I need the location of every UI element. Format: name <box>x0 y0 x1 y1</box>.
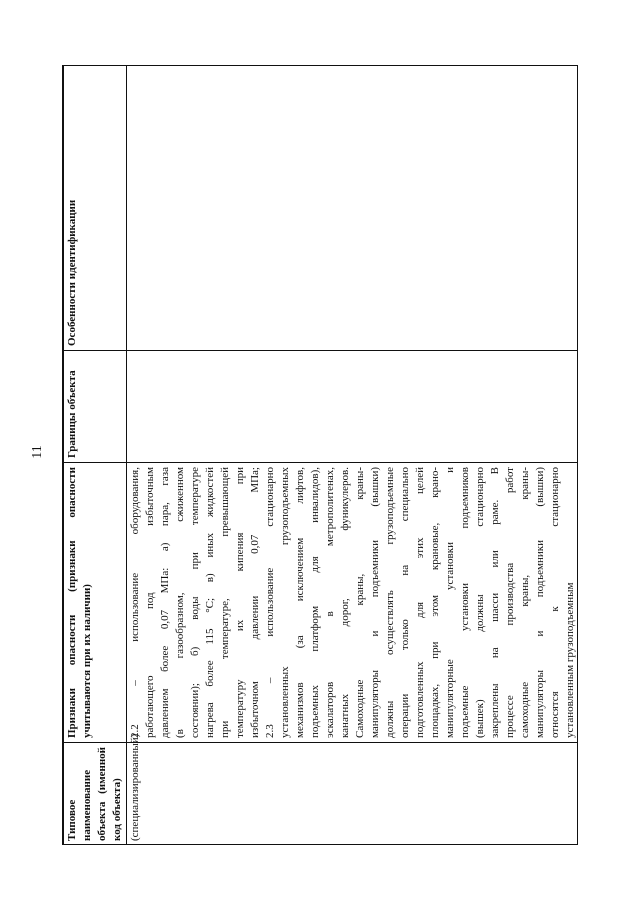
hazard-text-line: подъемных платформ для инвалидов), <box>309 467 321 738</box>
hazard-text-line: при температуре, превышающей <box>219 467 231 738</box>
header-boundaries <box>64 351 127 463</box>
hazard-text-line: (в газообразном, сжиженном <box>174 467 186 738</box>
hazard-text-line: закреплены на шасси или раме. В <box>489 467 501 738</box>
hazard-text-line: относятся к стационарно <box>549 467 561 738</box>
hazard-text-line: 2.3 – использование стационарно <box>264 467 276 738</box>
hazard-text-line: нагрева более 115 °С; в) иных жидкостей <box>204 467 216 738</box>
hazard-text-line: манипуляторные установки и <box>444 467 456 738</box>
header-object-type <box>64 743 127 846</box>
header-boundaries-text: Границы объекта <box>66 370 78 458</box>
cell-object-type <box>127 733 579 846</box>
page-number: 11 <box>30 445 45 459</box>
header-hazard-signs <box>64 463 127 743</box>
hazard-text-line: 2.2 – использование оборудования, <box>129 467 141 738</box>
hazard-text-line: должны осуществлять грузоподъемные <box>384 467 396 738</box>
hazard-text-line: установленным грузоподъемным <box>564 582 576 738</box>
hazard-text-line: эскалаторов в метрополитенах, <box>324 467 336 738</box>
header-identification-text: Особенности идентификации <box>66 199 78 346</box>
hazard-text-line: работающего под избыточным <box>144 467 156 738</box>
hazard-text-line: самоходные краны, краны- <box>519 467 531 738</box>
hazard-text-line: подготовленных для этих целей <box>414 467 426 738</box>
document-table <box>62 65 578 845</box>
hazard-text-line: площадках, при этом крановые, крано- <box>429 467 441 738</box>
table-row <box>127 66 579 846</box>
hazard-text-line: установленных грузоподъемных <box>279 467 291 738</box>
header-hazard-signs-text: Признаки опасности (признаки опасности учитываются при их наличии) <box>66 467 93 738</box>
identification-table <box>63 65 578 845</box>
cell-hazard-signs <box>127 463 579 743</box>
hazard-text-line: операции только на специально <box>399 467 411 738</box>
hazard-text-line: манипуляторы и подъемники (вышки) <box>369 467 381 738</box>
hazard-text-line: давлением более 0,07 МПа: а) пара, газа <box>159 467 171 738</box>
hazard-text-line: состоянии); б) воды при температуре <box>189 467 201 738</box>
table-header-row <box>64 66 127 846</box>
hazard-text-line: процессе производства работ <box>504 467 516 738</box>
header-identification <box>64 66 127 351</box>
cell-boundaries <box>127 351 579 463</box>
hazard-text-line: (вышек) должны стационарно <box>474 467 486 738</box>
hazard-text-line: подъемные установки подъемников <box>459 467 471 738</box>
hazard-text-line: канатных дорог, фуникулеров. <box>339 467 351 738</box>
hazard-text-line: температуру их кипения при <box>234 467 246 738</box>
hazard-text-line: механизмов (за исключением лифтов, <box>294 467 306 738</box>
hazard-text-line: избыточном давлении 0,07 МПа; <box>249 467 261 738</box>
cell-identification <box>127 66 579 351</box>
header-object-type-text: Типовое наименование объекта (именной код объекта) <box>66 747 123 841</box>
object-type-text: (специализированный) <box>129 733 141 841</box>
rotated-table-content <box>63 66 578 845</box>
hazard-text-line: Самоходные краны, краны- <box>354 467 366 738</box>
hazard-text-line: манипуляторы и подъемники (вышки) <box>534 467 546 738</box>
